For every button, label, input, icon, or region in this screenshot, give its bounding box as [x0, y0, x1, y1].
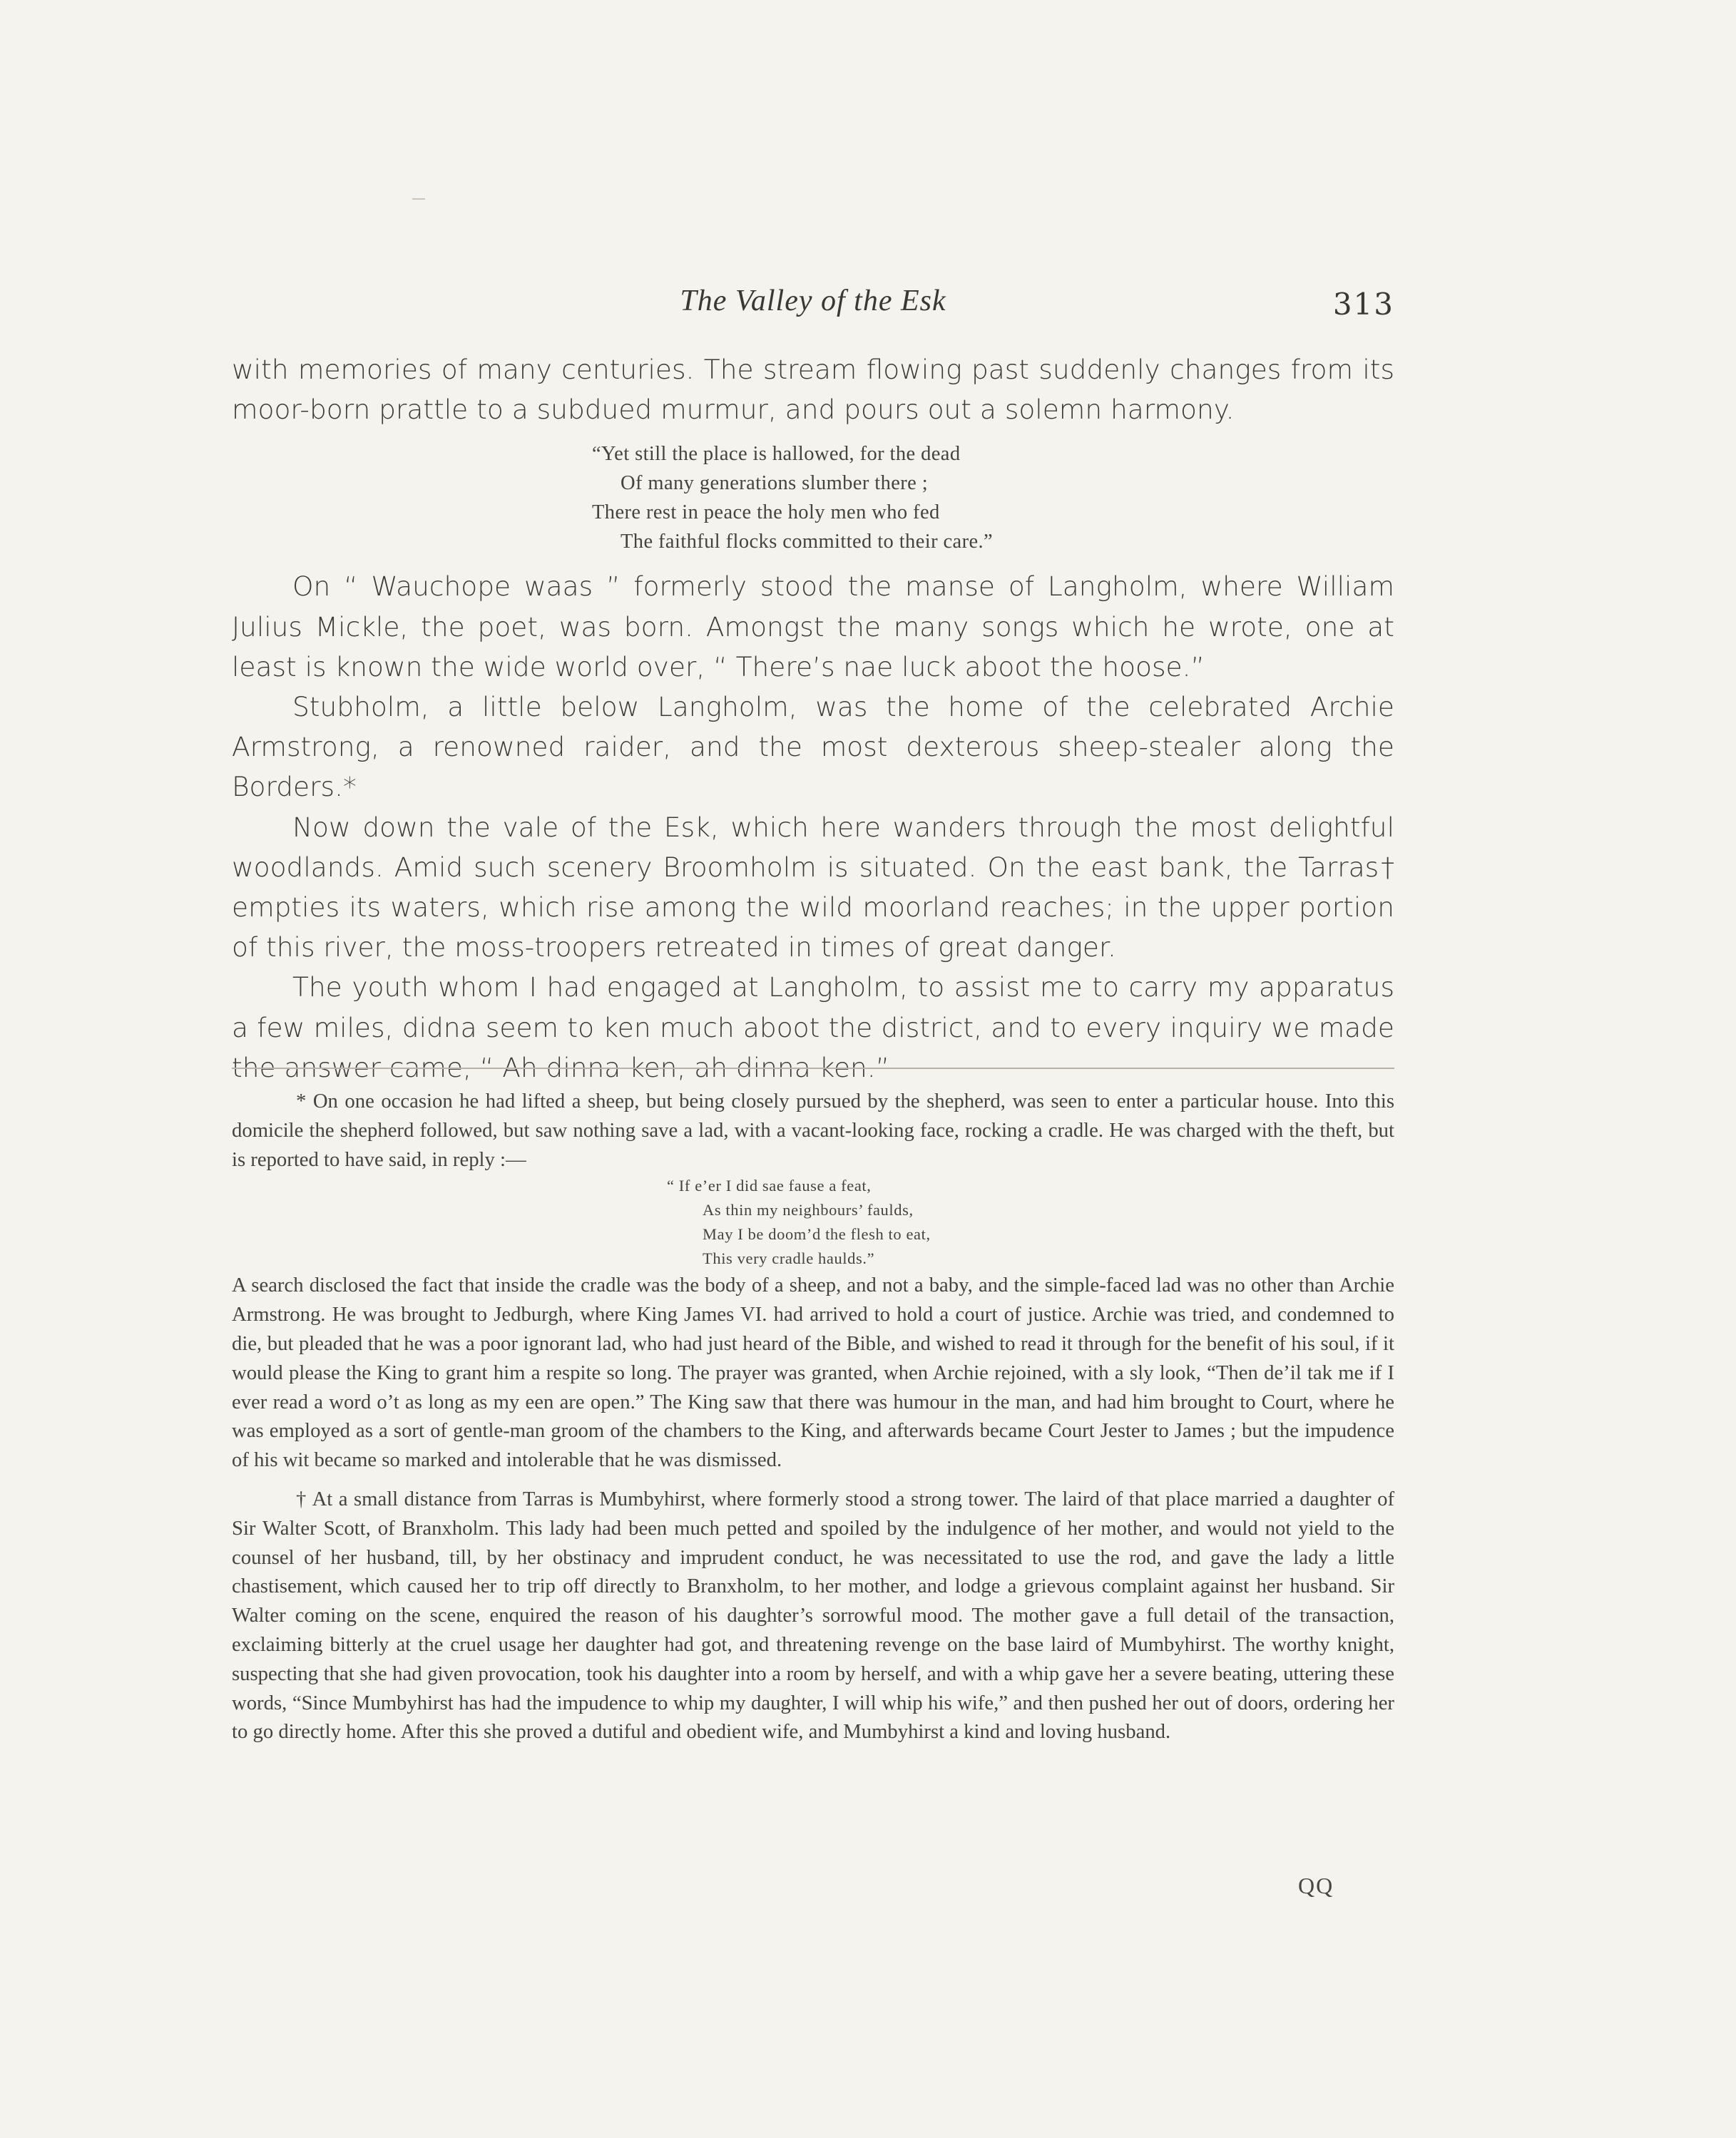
paragraph-1: with memories of many centuries. The stream flowing past suddenly changes from its moor-born prattle to a subdued murmur, and pours out a solemn harmony.: [232, 354, 1394, 426]
running-title: The Valley of the Esk: [680, 285, 946, 317]
stray-mark: [412, 198, 425, 200]
footnote-verse: [667, 1174, 1394, 1271]
footnote-2: † At a small distance from Tarras is Mumbyhirst, where formerly stood a strong tower. The laird of that place married a daughter of Sir Walter Scott, of Branxholm. This lady had been much petted and spoiled by the indulgence of her mother, and would not yield to the counsel of her husband, till, by her obstinacy and imprudent conduct, he was necessitated to use the rod, and gave the lady a little chastisement, which caused her to trip off directly to Branxholm, to her mother, and lodge a grievous complaint against her husband. Sir Walter coming on the scene, enquired the reason of his daughter’s sorrowful mood. The mother gave a full detail of the transaction, exclaiming bitterly at the cruel usage her daughter had got, and threatening revenge on the base laird of Mumbyhirst. The worthy knight, suspecting that she had given provocation, took his daughter into a room by herself, and with a whip gave her a severe beating, uttering these words, “Since Mumbyhirst has had the impudence to whip my daughter, I will whip his wife,” and then pushed her out of doors, ordering her to go directly home. After this she proved a dutiful and obedient wife, and Mumbyhirst a kind and loving husband.: [232, 1487, 1394, 1744]
paragraph-5: The youth whom I had engaged at Langholm, to assist me to carry my apparatus a few miles, didna seem to ken much aboot the district, and to every inquiry we made the answer came, “ Ah dinna ken, ah dinna ken.”: [232, 971, 1394, 1083]
poem-line: The faithful flocks committed to their care.”: [621, 531, 994, 553]
footnote-rule: [232, 1068, 1394, 1069]
verse-line: “ If e’er I did sae fause a feat,: [667, 1177, 872, 1195]
page-number: 313: [1332, 287, 1394, 322]
poem-quote: [592, 439, 1394, 556]
verse-line: As thin my neighbours’ faulds,: [703, 1201, 914, 1219]
poem-line: There rest in peace the holy men who fed: [592, 501, 940, 524]
paragraph-4: Now down the vale of the Esk, which here wanders through the most delightful woodlands. Amid such scenery Broomholm is situated. On the east bank, the Tarras† empties its waters, which rise among the wild moorland reaches; in the upper portion of this river, the moss-troopers retreated in times of great danger.: [232, 811, 1394, 963]
main-text: [232, 349, 1394, 1088]
footnote-1-intro: * On one occasion he had lifted a sheep, but being closely pursued by the shepherd, was seen to enter a particular house. Into this domicile the shepherd followed, but saw nothing save a lad, with a vacant-looking face, rocking a cradle. He was charged with the theft, but is reported to have said, in reply :—: [232, 1090, 1394, 1171]
verse-line: May I be doom’d the flesh to eat,: [703, 1225, 931, 1244]
paragraph-2: On “ Wauchope waas ” formerly stood the manse of Langholm, where William Julius Mickle, the poet, was born. Amongst the many songs which he wrote, one at least is known the wide world over, “ There’s nae luck aboot the hoose.”: [232, 571, 1394, 682]
paragraph-3: Stubholm, a little below Langholm, was the home of the celebrated Archie Armstrong, a renowned raider, and the most dexterous sheep-stealer along the Borders.*: [232, 691, 1394, 803]
poem-line: Of many generations slumber there ;: [621, 472, 929, 495]
poem-line: “Yet still the place is hallowed, for the dead: [592, 443, 961, 466]
footnotes: [232, 1087, 1394, 1746]
verse-line: This very cradle haulds.”: [703, 1249, 875, 1268]
footnote-1-body: A search disclosed the fact that inside the cradle was the body of a sheep, and not a baby, and the simple-faced lad was no other than Archie Armstrong. He was brought to Jedburgh, where King James VI. had arrived to hold a court of justice. Archie was tried, and condemned to die, but pleaded that he was a poor ignorant lad, who had just heard of the Bible, and wished to read it through for the benefit of his soul, if it would please the King to grant him a respite so long. The prayer was granted, when Archie rejoined, with a sly look, “Then de’il tak me if I ever read a word o’t as long as my een are open.” The King saw that there was humour in the man, and had him brought to Court, where he was employed as a sort of gentle-man groom of the chambers to the King, and afterwards became Court Jester to James ; but the impudence of his wit became so marked and intolerable that he was dismissed.: [232, 1274, 1394, 1472]
running-head: [232, 284, 1394, 334]
signature-mark: QQ: [1298, 1873, 1334, 1898]
